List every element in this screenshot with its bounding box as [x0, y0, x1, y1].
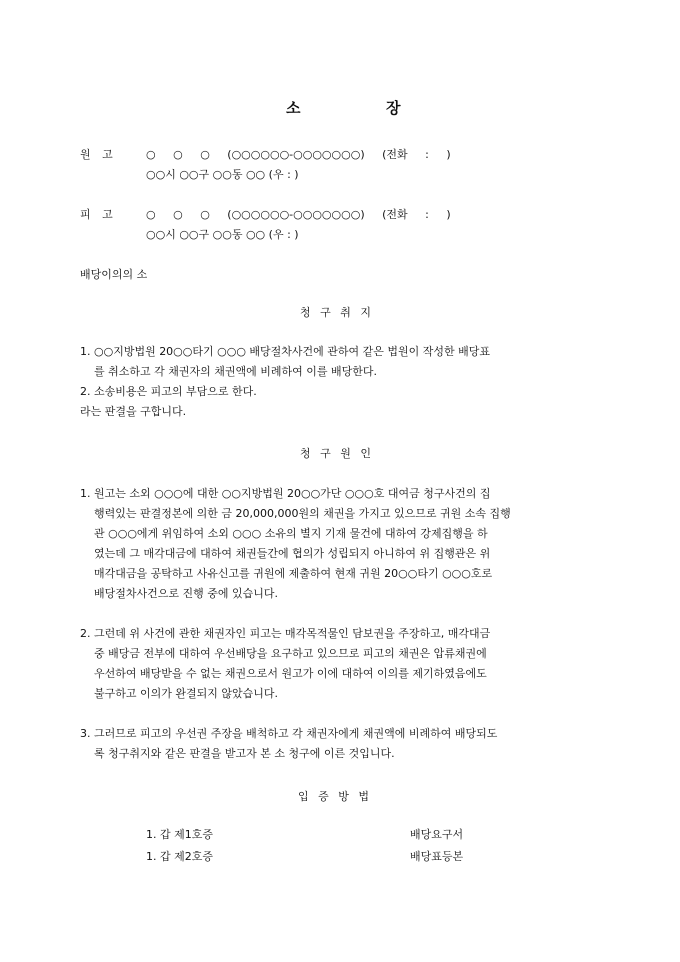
cause-item-3 — [80, 724, 602, 764]
claim-line-2: 를 취소하고 각 채권자의 채권액에 비례하여 이를 배당한다. — [94, 365, 377, 378]
evidence-item-2: 1. 갑 제2호증 — [146, 850, 213, 863]
cause2-line-3: 우선하여 배당받을 수 없는 채권으로서 원고가 이에 대하여 이의를 제기하였음에도 — [94, 667, 487, 680]
plaintiff-name-line: ○ ○ ○ (○○○○○○-○○○○○○○) (전화 : ) — [146, 148, 451, 161]
cause1-line-1: 1. 원고는 소외 ○○○에 대한 ○○지방법원 20○○가단 ○○○호 대여금 청구사건의 집 — [80, 487, 491, 500]
cause1-line-3: 관 ○○○에게 위임하여 소외 ○○○ 소유의 별지 기재 물건에 대하여 강제집행을 하 — [94, 527, 488, 540]
cause-heading: 청 구 원 인 — [300, 447, 371, 460]
defendant-address-line: ○○시 ○○구 ○○동 ○○ (우 : ) — [146, 228, 299, 241]
claim-line-1: 1. ○○지방법원 20○○타기 ○○○ 배당절차사건에 관하여 같은 법원이 작성한 배당표 — [80, 345, 491, 358]
title-char-1: 소 — [286, 99, 301, 117]
claim-section — [80, 342, 602, 422]
evidence-heading: 입 증 방 법 — [298, 790, 369, 803]
cause2-line-4: 불구하고 이의가 완결되지 않았습니다. — [94, 687, 279, 700]
claim-line-4: 라는 판결을 구합니다. — [80, 405, 187, 418]
cause1-line-6: 배당절차사건으로 진행 중에 있습니다. — [94, 587, 279, 600]
evidence-item-1: 1. 갑 제1호증 — [146, 828, 213, 841]
evidence-desc-1: 배당요구서 — [410, 828, 464, 841]
claim-line-3: 2. 소송비용은 피고의 부담으로 한다. — [80, 385, 257, 398]
defendant-label: 피 고 — [80, 208, 113, 221]
title-char-2: 장 — [386, 99, 401, 117]
plaintiff-label: 원 고 — [80, 148, 113, 161]
cause3-line-2: 록 청구취지와 같은 판결을 받고자 본 소 청구에 이른 것입니다. — [94, 747, 395, 760]
cause2-line-2: 중 배당금 전부에 대하여 우선배당을 요구하고 있으므로 피고의 채권은 압류채권에 — [94, 647, 487, 660]
cause3-line-1: 3. 그러므로 피고의 우선권 주장을 배척하고 각 채권자에게 채권액에 비례하여 배당되도 — [80, 727, 498, 740]
evidence-desc-2: 배당표등본 — [410, 850, 464, 863]
cause-item-1 — [80, 484, 602, 604]
cause1-line-2: 행력있는 판결정본에 의한 금 20,000,000원의 채권을 가지고 있으므로 귀원 소속 집행 — [94, 507, 511, 520]
cause2-line-1: 2. 그런데 위 사건에 관한 채권자인 피고는 매각목적물인 담보권을 주장하고, 매각대금 — [80, 627, 491, 640]
cause-item-2 — [80, 624, 602, 704]
cause1-line-5: 매각대금을 공탁하고 사유신고를 귀원에 제출하여 현재 귀원 20○○타기 ○○○호로 — [94, 567, 493, 580]
cause1-line-4: 였는데 그 매각대금에 대하여 채권들간에 협의가 성립되지 아니하여 위 집행관은 위 — [94, 547, 491, 560]
claim-heading: 청 구 취 지 — [300, 306, 371, 319]
plaintiff-address-line: ○○시 ○○구 ○○동 ○○ (우 : ) — [146, 168, 299, 181]
defendant-name-line: ○ ○ ○ (○○○○○○-○○○○○○○) (전화 : ) — [146, 208, 451, 221]
case-name: 배당이의의 소 — [80, 268, 148, 281]
